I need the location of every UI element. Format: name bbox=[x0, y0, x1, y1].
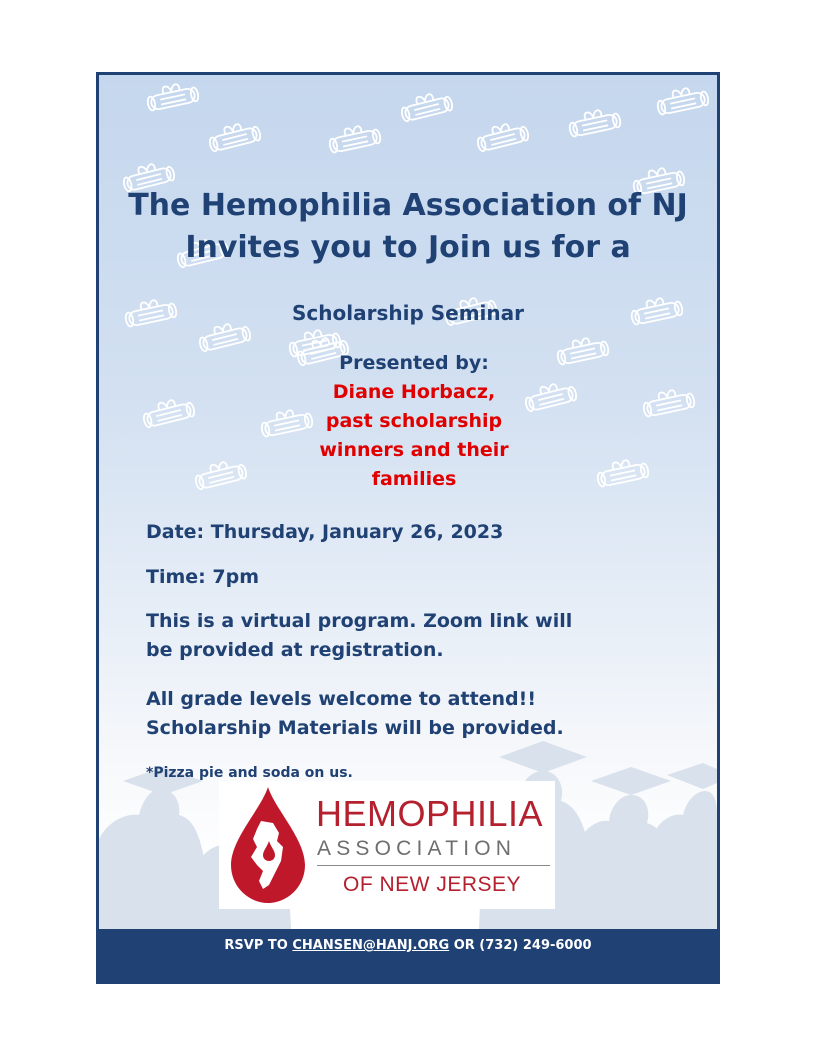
scroll-icon bbox=[145, 80, 199, 111]
virtual-note-line: This is a virtual program. Zoom link will bbox=[146, 610, 573, 632]
scroll-icon bbox=[327, 122, 381, 153]
headline-line-1: The Hemophilia Association of NJ bbox=[128, 188, 688, 223]
blood-drop-nj-icon bbox=[223, 781, 313, 909]
scroll-icon bbox=[475, 119, 530, 152]
headline bbox=[99, 185, 717, 269]
scroll-icon bbox=[141, 395, 196, 428]
grades-note bbox=[146, 685, 706, 743]
event-name: Scholarship Seminar bbox=[292, 301, 524, 325]
grades-note-line: Scholarship Materials will be provided. bbox=[146, 717, 564, 739]
event-time: Time: 7pm bbox=[146, 566, 259, 588]
logo-new-jersey-text: OF NEW JERSEY bbox=[343, 873, 522, 896]
scroll-icon bbox=[655, 84, 709, 115]
logo-divider bbox=[317, 865, 550, 866]
flyer bbox=[96, 72, 720, 984]
grades-note-line: All grade levels welcome to attend!! bbox=[146, 688, 536, 710]
scroll-icon bbox=[207, 119, 262, 152]
rsvp-phone: OR (732) 249-6000 bbox=[453, 938, 592, 953]
graduate-cap-icon bbox=[591, 767, 671, 795]
virtual-note bbox=[146, 607, 706, 665]
presenter-line: winners and their bbox=[319, 439, 509, 461]
rsvp-prefix: RSVP TO bbox=[224, 938, 288, 953]
headline-line-2: Invites you to Join us for a bbox=[185, 230, 631, 265]
rsvp-email-link[interactable]: CHANSEN@HANJ.ORG bbox=[292, 938, 450, 953]
presenter-line: Diane Horbacz, bbox=[332, 381, 496, 403]
rsvp-footer bbox=[99, 929, 717, 981]
scroll-icon bbox=[595, 456, 649, 487]
virtual-note-line: be provided at registration. bbox=[146, 639, 444, 661]
hanj-logo bbox=[219, 781, 555, 909]
graduate-cap-icon bbox=[499, 741, 587, 773]
scroll-icon bbox=[567, 106, 621, 137]
graduate-cap-icon bbox=[667, 763, 717, 789]
presented-by-label: Presented by: bbox=[339, 352, 489, 374]
presenter-line: past scholarship bbox=[325, 410, 503, 432]
presenters-block bbox=[239, 349, 589, 494]
logo-association-text: ASSOCIATION bbox=[317, 837, 517, 860]
presenter-line: families bbox=[371, 468, 457, 490]
scroll-icon bbox=[399, 89, 454, 122]
scroll-icon bbox=[641, 386, 695, 417]
event-date: Date: Thursday, January 26, 2023 bbox=[146, 521, 504, 543]
logo-hemophilia-text: HEMOPHILIA bbox=[316, 793, 544, 834]
pizza-note: *Pizza pie and soda on us. bbox=[146, 765, 353, 781]
graduate-silhouette bbox=[647, 791, 717, 929]
